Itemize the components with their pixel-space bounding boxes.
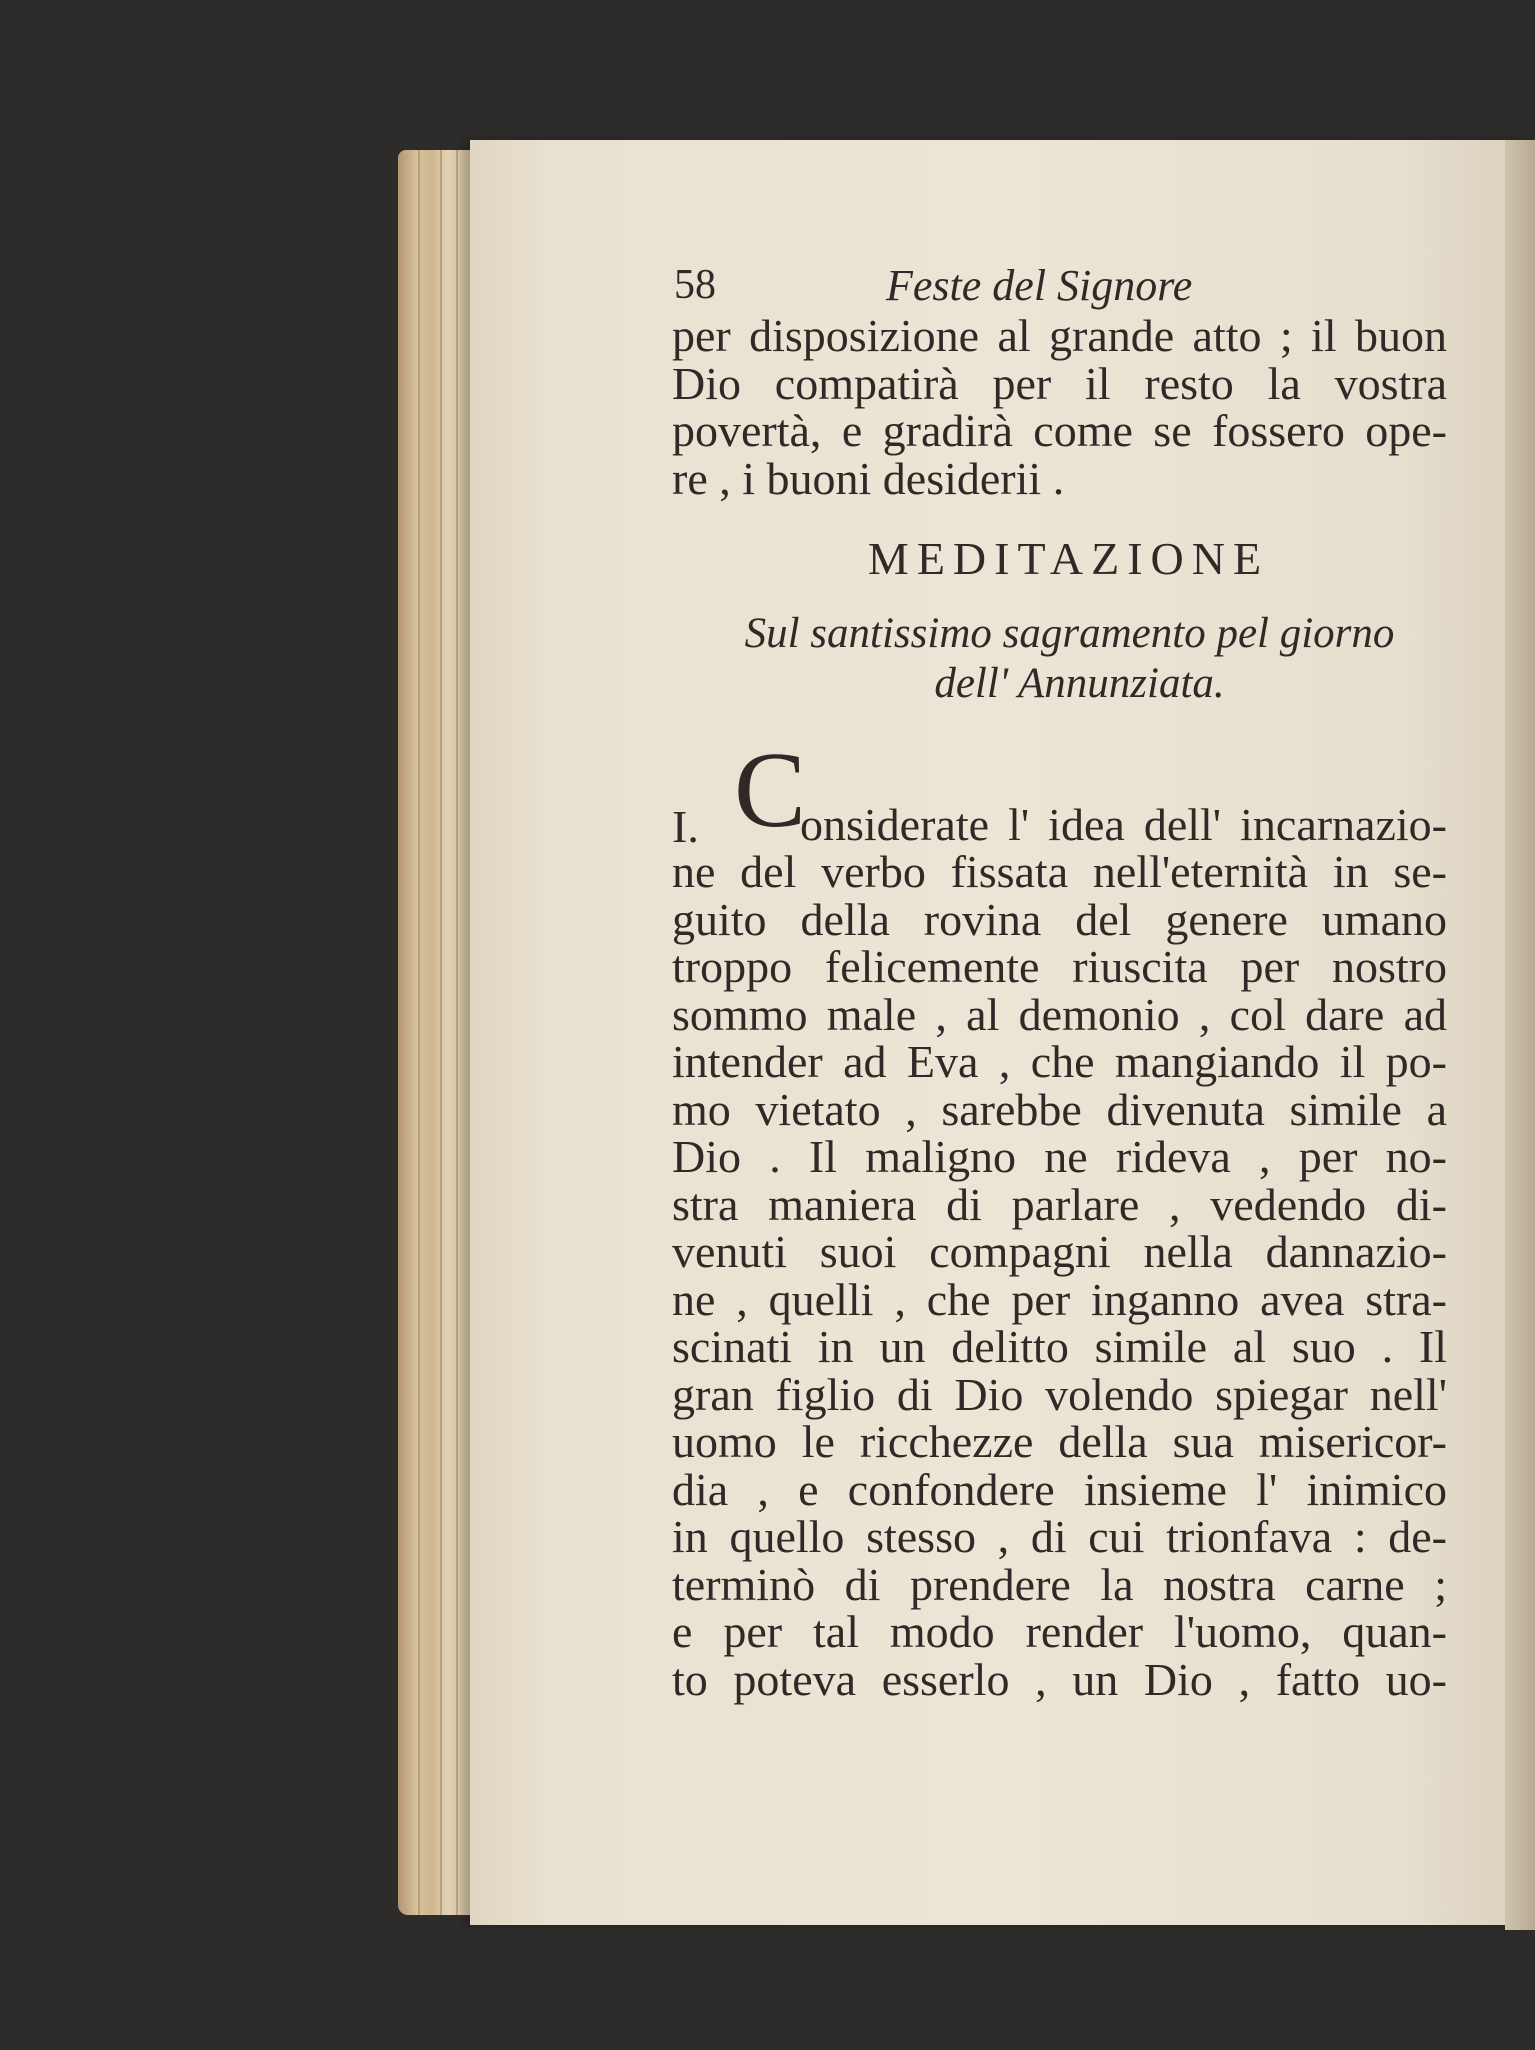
text-line: dia , e confondere insieme l' inimico	[672, 1463, 1447, 1515]
text-line: intender ad Eva , che mangiando il po-	[672, 1036, 1447, 1087]
text-line: terminò di prendere la nostra carne ;	[672, 1558, 1447, 1610]
text-line: povertà, e gradirà come se fossero ope-	[672, 405, 1447, 456]
drop-cap: C	[734, 730, 807, 850]
running-head: Feste del Signore	[886, 261, 1193, 310]
text-line: gran figlio di Dio volendo spiegar nell'	[672, 1368, 1447, 1420]
text-line: re , i buoni desiderii .	[672, 452, 1065, 504]
text-line: onsiderate l' idea dell' incarnazio-	[800, 798, 1447, 850]
page-edge-line	[440, 150, 442, 1915]
text-line: Dio . Il maligno ne rideva , per no-	[672, 1131, 1447, 1182]
text-line: in quello stesso , di cui trionfava : de-	[672, 1511, 1447, 1562]
text-line: Dio compatirà per il resto la vostra	[672, 357, 1447, 409]
page-text	[672, 262, 1447, 1703]
text-line: sommo male , al demonio , col dare ad	[672, 988, 1447, 1040]
text-line: ne , quelli , che per inganno avea stra-	[672, 1273, 1447, 1325]
paragraph-number: I.	[672, 800, 699, 852]
text-line: ne del verbo fissata nell'eternità in se-	[672, 846, 1447, 897]
section-subtitle	[672, 609, 1447, 709]
section-heading: MEDITAZIONE	[867, 533, 1270, 584]
page-header	[672, 262, 1447, 312]
text-line: mo vietato , sarebbe divenuta simile a	[672, 1083, 1447, 1135]
text-line: stra maniera di parlare , vedendo di-	[672, 1178, 1447, 1230]
facing-page-edge	[1505, 140, 1535, 1930]
page-edge-line	[456, 150, 458, 1915]
paragraph-first-line	[672, 730, 1447, 852]
page-number: 58	[674, 262, 716, 308]
intro-text	[672, 312, 1447, 502]
text-line: venuti suoi compagni nella dannazio-	[672, 1226, 1447, 1277]
text-line: scinati in un delitto simile al suo . Il	[672, 1321, 1447, 1372]
text-line: uomo le ricchezze della sua misericor-	[672, 1416, 1447, 1467]
subtitle-line: dell' Annunziata.	[934, 659, 1225, 707]
text-line: guito della rovina del genere umano	[672, 893, 1447, 945]
text-line: troppo felicemente riuscita per nostro	[672, 941, 1447, 992]
text-line: e per tal modo render l'uomo, quan-	[672, 1606, 1447, 1657]
page-edge-line	[418, 150, 420, 1915]
text-line: per disposizione al grande atto ; il buon	[672, 310, 1447, 361]
subtitle-line: Sul santissimo sagramento pel giorno	[744, 609, 1395, 657]
meditation-paragraph	[672, 730, 1447, 1705]
text-line: to poteva esserlo , un Dio , fatto uo-	[672, 1653, 1447, 1705]
